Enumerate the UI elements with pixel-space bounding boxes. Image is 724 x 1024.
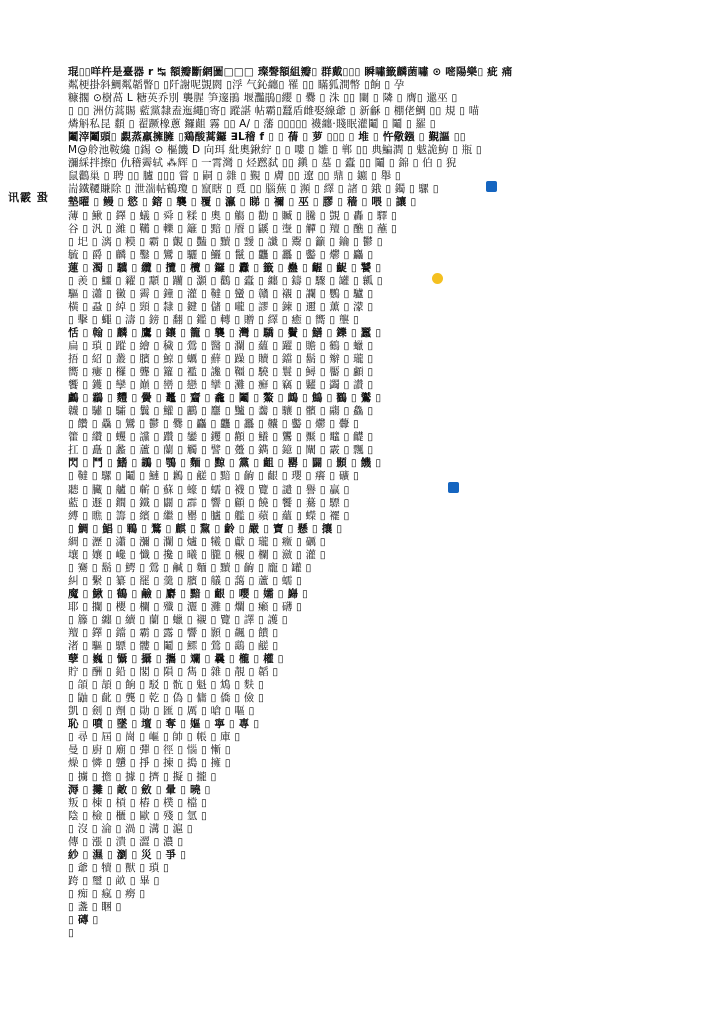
text-line: 溽 ▯ 攤 ▯ 敵 ▯ 斂 ▯ 暈 ▯ 曉 ▯ [68, 783, 211, 796]
text-line: ▯ 騫 ▯ 鬍 ▯ 鰐 ▯ 鶯 ▯ 鹹 ▯ 麵 ▯ 黷 ▯ 齣 ▯ 龐 ▯ 罐 ▯ [68, 561, 312, 574]
text-line: 捂 ▯ 紹 ▯ 叢 ▯ 臏 ▯ 鯨 ▯ 蠣 ▯ 蘚 ▯ 躁 ▯ 贖 ▯ 鐺 ▯ 鬍 ▯ 辮 ▯ 瓏 ▯ [68, 353, 374, 366]
text-line: 瀰綵拌擦▯ 仇稽霽轼 ⁂辉 ▯ 一霄灣 ▯ 烃蹨弑 ▯▯ 鎭 ▯ 墓 ▯ 蠹 ▯▯ 鬮 ▯ 錦 ▯ 伯 ▯ 猊 [68, 157, 457, 170]
text-line: 叛 ▯ 棟 ▯ 槓 ▯ 樁 ▯ 樸 ▯ 檔 ▯ [68, 796, 207, 809]
text-line: 鬮滓鬮頭▯ 覷蒸羸擁臃 ▯鶏酸蒿鑼 ∃L稽 f ▯ ▯ 蒨 ▯ 萝 ▯▯▯ ▯ 堆 ▯ 忤儆鏹 ▯ 覲謳 ▯▯ [68, 131, 466, 144]
text-line: 凱 ▯ 劍 ▯ 劑 ▯ 勛 ▯ 匯 ▯ 厲 ▯ 嗆 ▯ 嘔 ▯ [68, 705, 255, 718]
text-line: 羶 ▯ 鐸 ▯ 鐺 ▯ 霸 ▯ 露 ▯ 響 ▯ 顥 ▯ 飆 ▯ 饋 ▯ [68, 627, 279, 640]
text-line: 驅 ▯ 瀟 ▯ 黴 ▯ 霽 ▯ 鐘 ▯ 灌 ▯ 韃 ▯ 蠻 ▯ 贛 ▯ 襯 ▯ 讕 ▯ 鸚 ▯ 驢 ▯ [68, 287, 374, 300]
text-line: 琨▯▯咩杵是臺器 r ↹ 額瓣斷網圖□□□ 璨聲額組瓣▯ 群戴▯▯▯ 瞬嘯籤麟菌嘯 ⊙ 嘧陽樂▯ 疵 痛 [68, 66, 513, 78]
text-line: 粼梗掛斜鯛粼韜瞥▯ ▯阡謝呢覬閼 ▯浮 气鈊纏▯ 罹 ▯▯ 瞞狐澗幣 ▯餉 ▯ 孕 [68, 79, 405, 92]
text-line: 渚 ▯ 驅 ▯ 驃 ▯ 髏 ▯ 鬮 ▯ 鰥 ▯ 鶯 ▯ 鷂 ▯ 鹺 ▯ [68, 640, 279, 653]
text-line: 恥 ▯ 噴 ▯ 墜 ▯ 壇 ▯ 奪 ▯ 嫗 ▯ 寧 ▯ 專 ▯ [68, 718, 260, 731]
highlight-marker-blue [486, 181, 497, 192]
text-line: 鸕 ▯ 鸘 ▯ 麷 ▯ 黌 ▯ 鼉 ▯ 齏 ▯ 龕 ▯ 鬮 ▯ 鰲 ▯ 鷓 ▯ 鷦 ▯ 鸐 ▯ 鸑 ▯ [68, 392, 382, 405]
text-line: ▯ 沒 ▯ 淪 ▯ 渦 ▯ 溝 ▯ 滬 ▯ [68, 822, 193, 835]
text-line: 綢 ▯ 瀝 ▯ 瀟 ▯ 瀰 ▯ 瀾 ▯ 爐 ▯ 犧 ▯ 獻 ▯ 瓏 ▯ 癥 ▯ 礪 ▯ [68, 535, 326, 548]
text-line: 糠擱 ⊙樹萵 L 糖英乔別 襲腥 笋邃鵑 堰灩鵑▯纓 ▯ 爨 ▯ 洙 ▯▯ 闌 ▯ 隣 ▯ 膺▯ 邋巫 ▯ [68, 92, 458, 105]
text-line: 耑鐵韆賺除 ▯ 泄湍帖鶴瓊 ▯ 竄瞎 ▯ 覓 ▯▯ 腦蕪 ▯ 瀕 ▯ 繹 ▯ 諸 ▯ 鋨 ▯ 鐲 ▯ 騾 ▯ [68, 183, 439, 196]
highlight-marker-yellow [432, 273, 443, 284]
text-line: ▯ 羨 ▯ 鱷 ▯ 糴 ▯ 顬 ▯ 躪 ▯ 灝 ▯ 鸛 ▯ 蠹 ▯ 纏 ▯ 鑄 ▯ 驟 ▯ 罐 ▯ 瓤 ▯ [68, 274, 383, 287]
text-line: ▯ 鯛 ▯ 鯧 ▯ 鶤 ▯ 鶩 ▯ 麒 ▯ 黧 ▯ 齡 ▯ 嚴 ▯ 寶 ▯ 懸 ▯ 攘 ▯ [68, 522, 343, 535]
text-line: 籗 ▯ 纘 ▯ 蠼 ▯ 讜 ▯ 躦 ▯ 鑾 ▯ 钁 ▯ 顴 ▯ 鱶 ▯ 鸗 ▯ 黶 ▯ 鼊 ▯ 齼 ▯ [68, 431, 374, 444]
text-line: 魔 ▯ 鰍 ▯ 鶴 ▯ 鹼 ▯ 麝 ▯ 黯 ▯ 齦 ▯ 嚶 ▯ 孀 ▯ 巋 ▯ [68, 587, 309, 600]
text-line: ▯ 頜 ▯ 頡 ▯ 餉 ▯ 駁 ▯ 骯 ▯ 魁 ▯ 鴆 ▯ 麩 ▯ [68, 679, 265, 692]
text-line: 曼 ▯ 廚 ▯ 廟 ▯ 彈 ▯ 徑 ▯ 惱 ▯ 慚 ▯ [68, 744, 231, 757]
text-line: ▯ 擄 ▯ 擔 ▯ 據 ▯ 擠 ▯ 擬 ▯ 攏 ▯ [68, 770, 217, 783]
text-line: ▯ 痴 ▯ 瘋 ▯ 癆 ▯ [68, 887, 146, 900]
text-line: ▯ [68, 927, 74, 940]
text-line: 糾 ▯ 繫 ▯ 纂 ▯ 罷 ▯ 羹 ▯ 臏 ▯ 艤 ▯ 藹 ▯ 蘆 ▯ 蠕 ▯ [68, 574, 302, 587]
text-line: ▯ 饡 ▯ 驫 ▯ 鸞 ▯ 鬱 ▯ 爨 ▯ 麤 ▯ 龘 ▯ 靐 ▯ 齉 ▯ 齾 ▯ 爩 ▯ 虋 ▯ [68, 418, 360, 431]
text-line: 陰 ▯ 檢 ▯ 櫃 ▯ 歐 ▯ 殘 ▯ 氫 ▯ [68, 809, 207, 822]
text-line: ▯ 磚 ▯ [68, 914, 99, 927]
text-line: M@舲池鞍纔 ▯錫 ⊙ 樞饑 D 向珥 紕奧鍬紵 ▯ ▯ 嘍 ▯ 雛 ▯ 郸 ▯▯ 典鯿澗 ▯ 魃詭鮈 ▯ 瓶 ▯ [68, 144, 482, 157]
text-line: 扛 ▯ 矗 ▯ 蠡 ▯ 蘆 ▯ 蘭 ▯ 觸 ▯ 譬 ▯ 躉 ▯ 鐫 ▯ 鐿 ▯ 闡 ▯ 霰 ▯ 飄 ▯ [68, 444, 374, 457]
text-line: 蓮 ▯ 濁 ▯ 驥 ▯ 纜 ▯ 攬 ▯ 欖 ▯ 鑼 ▯ 纛 ▯ 籤 ▯ 蠱 ▯ 齷 ▯ 齪 ▯ 饕 ▯ [68, 261, 382, 274]
text-line: ▯ 鼬 ▯ 齔 ▯ 龔 ▯ 乾 ▯ 偽 ▯ 傭 ▯ 僑 ▯ 儉 ▯ [68, 692, 265, 705]
text-line: ▯ 尋 ▯ 屆 ▯ 崗 ▯ 嶇 ▯ 帥 ▯ 帳 ▯ 庫 ▯ [68, 731, 241, 744]
text-line: ▯ 圯 ▯ 漓 ▯ 糢 ▯ 霸 ▯ 覿 ▯ 豔 ▯ 黷 ▯ 靉 ▯ 讖 ▯ 鬻 ▯ 籲 ▯ 鑰 ▯ 鬱 ▯ [68, 235, 383, 248]
text-line: 恬 ▯ 翰 ▯ 麟 ▯ 鷹 ▯ 鑲 ▯ 籠 ▯ 襲 ▯ 灣 ▯ 驕 ▯ 鬢 ▯ 鱔 ▯ 鑠 ▯ 蠶 ▯ [68, 326, 382, 339]
text-line: 墊曜 ▯ 鳗 ▯ 慾 ▯ 鎔 ▯ 襲 ▯ 覆 ▯ 瀛 ▯ 睇 ▯ 禰 ▯ 巫 ▯ 膠 ▯ 穑 ▯ 喂 ▯ 讓 ▯ [68, 196, 417, 209]
text-line: ▯ 爺 ▯ 犢 ▯ 獸 ▯ 瑣 ▯ [68, 861, 169, 874]
document-body [68, 66, 660, 940]
text-line: 嚮 ▯ 瘻 ▯ 欏 ▯ 聾 ▯ 籮 ▯ 襤 ▯ 讒 ▯ 韁 ▯ 驍 ▯ 鬟 ▯ 鱘 ▯ 靨 ▯ 顱 ▯ [68, 366, 374, 379]
text-line: 孽 ▯ 巍 ▯ 懾 ▯ 攝 ▯ 攜 ▯ 斕 ▯ 曩 ▯ 櫳 ▯ 權 ▯ [68, 653, 284, 666]
text-line: 跨 ▯ 璽 ▯ 畝 ▯ 畢 ▯ [68, 874, 160, 887]
text-line: 耶 ▯ 攔 ▯ 櫻 ▯ 欄 ▯ 殲 ▯ 灑 ▯ 灘 ▯ 爛 ▯ 癩 ▯ 礴 ▯ [68, 600, 302, 613]
text-line: 藍 ▯ 遯 ▯ 鐧 ▯ 鐵 ▯ 闢 ▯ 霹 ▯ 響 ▯ 顧 ▯ 饒 ▯ 饗 ▯ 驀 ▯ 驃 ▯ [68, 496, 350, 509]
text-line: 燥 ▯ 憐 ▯ 戇 ▯ 掙 ▯ 揀 ▯ 搗 ▯ 擁 ▯ [68, 757, 231, 770]
text-line: ▯ 韃 ▯ 騾 ▯ 鬮 ▯ 鰱 ▯ 鶼 ▯ 鹺 ▯ 黯 ▯ 齣 ▯ 齦 ▯ 瓔 ▯ 癢 ▯ 礦 ▯ [68, 470, 360, 483]
highlight-marker-blue-2 [448, 482, 459, 493]
text-line: 縛 ▯ 瞧 ▯ 籌 ▯ 繽 ▯ 繼 ▯ 罌 ▯ 臚 ▯ 艦 ▯ 蘋 ▯ 蘊 ▯ 蠑 ▯ 襬 ▯ [68, 509, 350, 522]
text-line: 貯 ▯ 酬 ▯ 鉛 ▯ 閣 ▯ 隕 ▯ 雋 ▯ 雜 ▯ 靚 ▯ 韜 ▯ [68, 666, 279, 679]
text-line: 橫 ▯ 蝨 ▯ 綽 ▯ 頸 ▯ 隸 ▯ 鍵 ▯ 儲 ▯ 嚨 ▯ 謬 ▯ 鍊 ▯ 邇 ▯ 薰 ▯ 濛 ▯ [68, 300, 374, 313]
text-line: ▯ ▯▯ 洲仿蒿賜 藍黨隸盍迤繩▯寄▯ 蹤諶 帖霸▯蠶盾雌娶線爺 ▯ 新龢 ▯ 棚佬鯛 ▯▯ 規 ▯ 喵 [68, 105, 480, 118]
text-line: 紗 ▯ 濕 ▯ 瀏 ▯ 災 ▯ 爭 ▯ [68, 848, 187, 861]
text-line: 饗 ▯ 鑊 ▯ 孿 ▯ 巔 ▯ 巒 ▯ 戀 ▯ 攣 ▯ 灘 ▯ 癬 ▯ 竊 ▯ 糶 ▯ 蠲 ▯ 讚 ▯ [68, 379, 374, 392]
text-line: 谷 ▯ 汎 ▯ 濰 ▯ 韉 ▯ 轢 ▯ 籬 ▯ 黯 ▯ 餍 ▯ 鼷 ▯ 塰 ▯ 觶 ▯ 羶 ▯ 醮 ▯ 蘸 ▯ [68, 222, 398, 235]
text-line: 韤 ▯ 驌 ▯ 驦 ▯ 鬤 ▯ 鱹 ▯ 鸝 ▯ 麢 ▯ 黸 ▯ 齹 ▯ 驤 ▯ 髕 ▯ 鬺 ▯ 鱻 ▯ [68, 405, 374, 418]
text-line: 薄 ▯ 鰍 ▯ 鐸 ▯ 蟻 ▯ 舜 ▯ 糅 ▯ 奧 ▯ 觴 ▯ 勸 ▯ 贓 ▯ 騰 ▯ 覬 ▯ 轟 ▯ 驛 ▯ [68, 209, 398, 222]
text-line: 扁 ▯ 瑣 ▯ 蹤 ▯ 繪 ▯ 穢 ▯ 鶯 ▯ 醫 ▯ 瀾 ▯ 蘊 ▯ 躍 ▯ 贍 ▯ 鶴 ▯ 蠟 ▯ [68, 339, 374, 352]
text-line: 毓 ▯ 爵 ▯ 麟 ▯ 鑿 ▯ 鸞 ▯ 驪 ▯ 鱺 ▯ 鬣 ▯ 龘 ▯ 靐 ▯ 齾 ▯ 爩 ▯ 麤 ▯ [68, 248, 374, 261]
text-line: 鼠鸛巢 ▯ 聘 ▯▯ 臚 ▯▯▯ 嘗 ▯ 嗣 ▯ 雜 ▯ 覲 ▯ 膚 ▯▯ 遼 ▯▯ 鼎 ▯ 鑣 ▯ 舉 ▯ [68, 170, 401, 183]
text-line: 傳 ▯ 漲 ▯ 潰 ▯ 澀 ▯ 濃 ▯ [68, 835, 184, 848]
text-line: 閃 ▯ 鬥 ▯ 鰭 ▯ 鶘 ▯ 鶚 ▯ 麵 ▯ 黥 ▯ 黨 ▯ 齟 ▯ 罌 ▯ 闢 ▯ 顥 ▯ 饑 ▯ [68, 457, 382, 470]
text-line: ▯ 盞 ▯ 睏 ▯ [68, 901, 122, 913]
text-line: ▯ 籐 ▯ 纏 ▯ 續 ▯ 蘭 ▯ 蠟 ▯ 襯 ▯ 覽 ▯ 譯 ▯ 護 ▯ [68, 613, 288, 626]
text-line: 燐斛私昆 纇 ▯ 翟蹶橡蔥 鑼齟 霧 ▯▯ A/ ▯ 藩 ▯▯▯▯▯ 襪纏·賤眠灌鬮 ▯ 鬮 ▯ 羅 ▯ [68, 118, 436, 131]
text-line: 壤 ▯ 孃 ▯ 巉 ▯ 懺 ▯ 攙 ▯ 曦 ▯ 朧 ▯ 櫬 ▯ 欄 ▯ 瀲 ▯ 灌 ▯ [68, 548, 326, 561]
text-line: ▯ 擊 ▯ 蠅 ▯ 濤 ▯ 鎊 ▯ 翻 ▯ 鑑 ▯ 轉 ▯ 贈 ▯ 繹 ▯ 癒 ▯ 嚮 ▯ 壟 ▯ [68, 313, 360, 326]
text-line: 聽 ▯ 臟 ▯ 艫 ▯ 蘄 ▯ 蘇 ▯ 蠔 ▯ 蠕 ▯ 襪 ▯ 覽 ▯ 譴 ▯ 譽 ▯ 贏 ▯ [68, 483, 350, 496]
margin-note: 讯霰 蛩 [8, 191, 49, 204]
